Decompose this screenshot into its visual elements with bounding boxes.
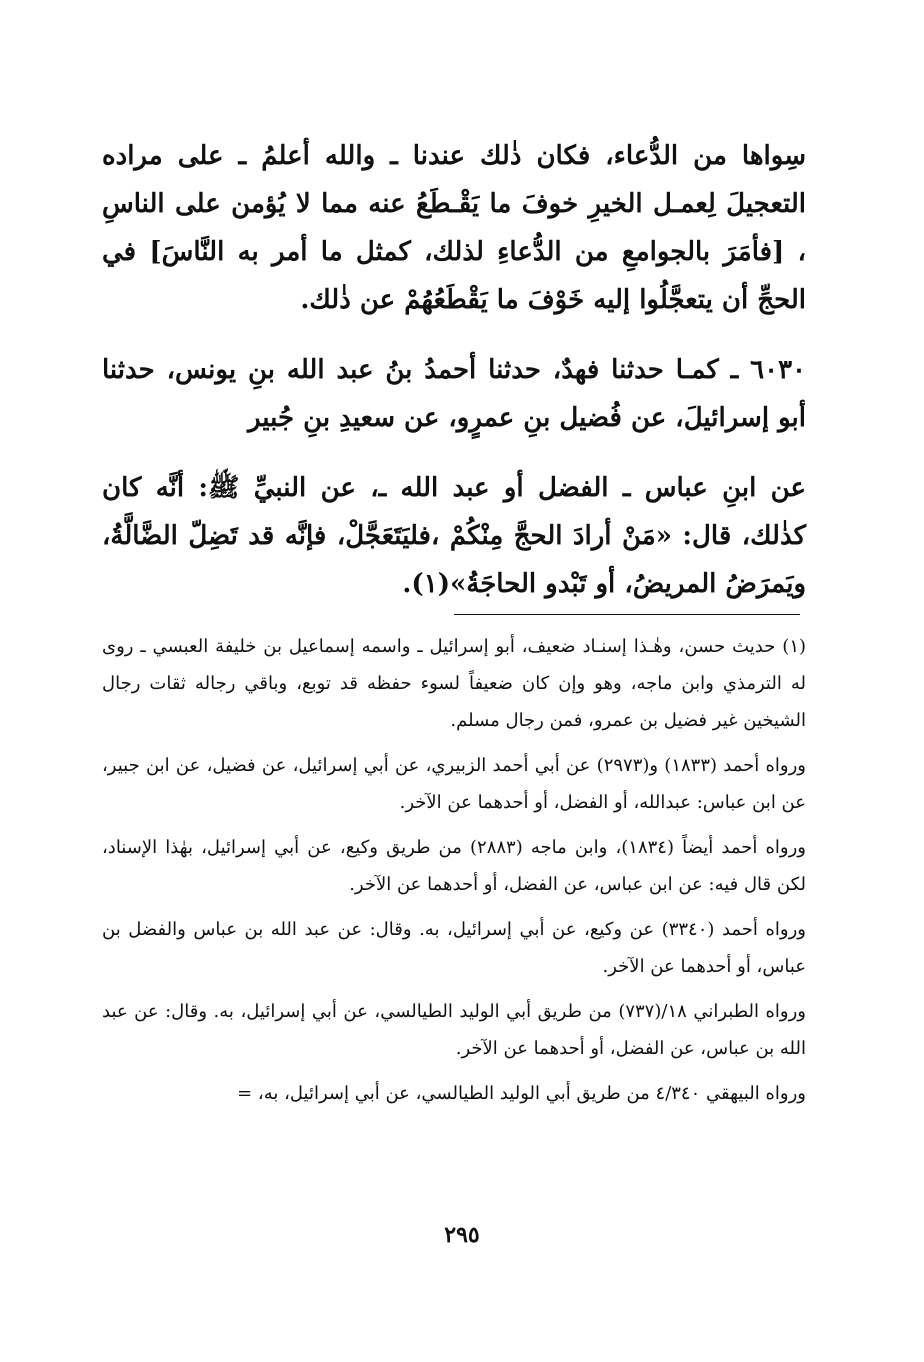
footnote-paragraph: ورواه أحمد (١٨٣٣) و(٢٩٧٣) عن أبي أحمد الزبيري، عن أبي إسرائيل، عن فضيل، عن ابن جبير، عن ابن عباس: عبدالله، أو الفضل، أو أحدهما عن الآخر.	[102, 755, 806, 813]
page-number: ٢٩٥	[444, 1222, 480, 1248]
footnote-paragraph: (١) حديث حسن، وهٰـذا إسنـاد ضعيف، أبو إسرائيل ـ واسمه إسماعيل بن خليفة العبسي ـ روى له الترمذي وابن ماجه، وهو وإن كان ضعيفاً لسوء حفظه قد توبع، وباقي رجاله ثقات رجال الشيخين غير فضيل بن عمرو، فمن رجال مسلم.	[102, 636, 807, 731]
main-text	[102, 132, 806, 608]
footnotes	[102, 628, 806, 1112]
footnote-paragraph: ورواه الطبراني ١٨/(٧٣٧) من طريق أبي الوليد الطيالسي، عن أبي إسرائيل، به. وقال: عن عبد الله بن عباس، عن الفضل، أو أحدهما عن الآخر.	[102, 1001, 806, 1059]
main-paragraph: سِواها من الدُّعاء، فكان ذٰلك عندنا ـ والله أعلمُ ـ على مراده التعجيلَ لِعمـل الخيرِ خوفَ ما يَقْـطَعُ عنه مما لا يُؤمن على الناسِ ، [فأمَرَ بالجوامعِ من الدُّعاءِ لذلك، كمثل ما أمر به النَّاسَ] في الحجِّ أن يتعجَّلُوا إليه خَوْفَ ما يَقْطَعُهُمْ عن ذٰلك.	[102, 141, 806, 315]
hadith-matn-paragraph: عن ابنِ عباس ـ الفضل أو عبد الله ـ، عن النبيِّ ﷺ: أنَّه كان كذٰلك، قال: «مَنْ أرادَ الحجَّ مِنْكُمْ ،فليَتَعَجَّلْ، فإنَّه قد تَضِلّ الضَّالَّةُ، ويَمرَضُ المريضُ، أو تَبْدو الحاجَةُ»(١).	[102, 473, 806, 599]
footnote-paragraph: ورواه البيهقي ٤/٣٤٠ من طريق أبي الوليد الطيالسي، عن أبي إسرائيل، به، =	[237, 1083, 806, 1104]
footnote-separator	[454, 614, 800, 615]
footnote-paragraph: ورواه أحمد أيضاً (١٨٣٤)، وابن ماجه (٢٨٨٣) من طريق وكيع، عن أبي إسرائيل، بهٰذا الإسناد، لكن قال فيه: عن ابن عباس، عن الفضل، أو أحدهما عن الآخر.	[102, 837, 807, 895]
hadith-isnad-paragraph: ٦٠٣٠ ـ كمـا حدثنا فهدٌ، حدثنا أحمدُ بنُ عبد الله بنِ يونس، حدثنا أبو إسرائيلَ، عن فُضيل بنِ عمرٍو، عن سعيدِ بنِ جُبير	[102, 355, 806, 433]
footnote-paragraph: ورواه أحمد (٣٣٤٠) عن وكيع، عن أبي إسرائيل، به. وقال: عن عبد الله بن عباس والفضل بن عباس، أو أحدهما عن الآخر.	[102, 919, 806, 977]
